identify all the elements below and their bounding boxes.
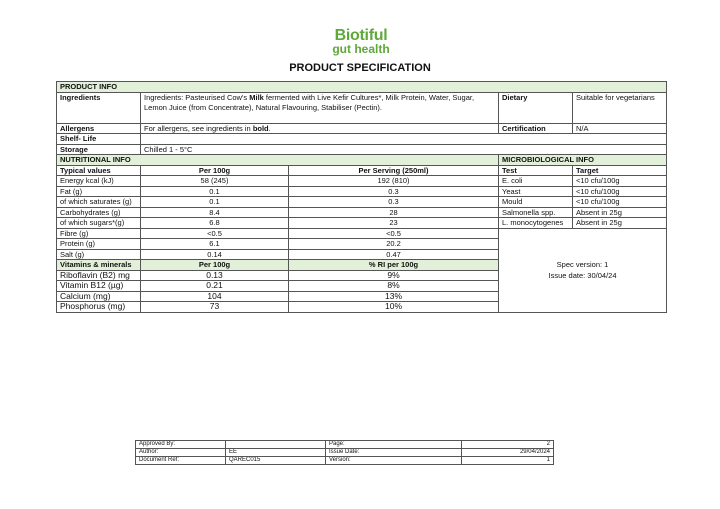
vitamin-per-100g: 0.13 [141,270,289,281]
micro-target: <10 cfu/100g [573,186,667,197]
micro-target: <10 cfu/100g [573,197,667,208]
nutrient-per-100g: 0.1 [141,186,289,197]
vitamin-name: Riboflavin (B2) mg [57,270,141,281]
vitamin-name: Vitamin B12 (µg) [57,281,141,292]
shelf-life-value [141,134,667,145]
vitamins-col-header: % RI per 100g [289,260,499,271]
micro-test: Salmonella spp. [499,207,573,218]
page-value: 2 [462,441,554,449]
vitamin-ri: 13% [289,291,499,302]
logo-line1: Biotiful [334,27,388,44]
nutrient-per-100g: 58 (245) [141,176,289,187]
approved-by-value [226,441,326,449]
micro-target: Absent in 25g [573,207,667,218]
certification-value: N/A [573,123,667,134]
nutrient-per-serving: 192 (810) [289,176,499,187]
micro-target: <10 cfu/100g [573,176,667,187]
spec-version-box [499,228,667,312]
ingredients-label: Ingredients [57,92,141,123]
nutrition-col-header: Typical values [57,165,141,176]
vitamin-per-100g: 73 [141,302,289,313]
nutrition-col-header: Per 100g [141,165,289,176]
vitamin-name: Phosphorus (mg) [57,302,141,313]
dietary-label: Dietary [499,92,573,123]
spec-issue-date: Issue date: 30/04/24 [548,271,617,280]
vitamins-col-header: Vitamins & minerals [57,260,141,271]
nutrient-name: Fibre (g) [57,228,141,239]
nutrient-per-serving: 0.47 [289,249,499,260]
vitamins-col-header: Per 100g [141,260,289,271]
micro-target: Absent in 25g [573,218,667,229]
nutrient-per-serving: 20.2 [289,239,499,250]
micro-test: L. monocytogenes [499,218,573,229]
certification-label: Certification [499,123,573,134]
micro-test: Yeast [499,186,573,197]
nutrient-name: Salt (g) [57,249,141,260]
author-label: Author: [136,449,226,457]
nutrient-name: Protein (g) [57,239,141,250]
vitamin-per-100g: 0.21 [141,281,289,292]
nutrient-name: Carbohydrates (g) [57,207,141,218]
page-label: Page: [326,441,462,449]
nutrient-per-100g: 0.1 [141,197,289,208]
nutrient-per-100g: 0.14 [141,249,289,260]
storage-value: Chilled 1 - 5°C [141,144,667,155]
nutrient-per-100g: <0.5 [141,228,289,239]
micro-test: Mould [499,197,573,208]
vitamin-per-100g: 104 [141,291,289,302]
brand-logo [329,28,393,55]
approved-by-label: Approved By: [136,441,226,449]
nutrient-per-serving: <0.5 [289,228,499,239]
micro-col-header: Test [499,165,573,176]
version-label: Version: [326,457,462,465]
nutrition-heading: NUTRITIONAL INFO [57,155,499,166]
vitamin-name: Calcium (mg) [57,291,141,302]
author-value: EE [226,449,326,457]
nutrition-col-header: Per Serving (250ml) [289,165,499,176]
doc-ref-value: QAREC015 [226,457,326,465]
micro-heading: MICROBIOLOGICAL INFO [499,155,667,166]
vitamin-ri: 10% [289,302,499,313]
nutrient-per-serving: 0.3 [289,197,499,208]
dietary-value: Suitable for vegetarians [573,92,667,123]
doc-ref-label: Document Ref: [136,457,226,465]
nutrient-per-100g: 6.1 [141,239,289,250]
nutrient-per-serving: 0.3 [289,186,499,197]
nutrient-name: Energy kcal (kJ) [57,176,141,187]
version-value: 1 [462,457,554,465]
allergens-value: For allergens, see ingredients in bold. [141,123,499,134]
shelf-life-label: Shelf- Life [57,134,141,145]
nutrient-per-serving: 28 [289,207,499,218]
issue-date-value: 29/04/2024 [462,449,554,457]
vitamin-ri: 8% [289,281,499,292]
spec-table [56,81,667,313]
nutrient-name: of which saturates (g) [57,197,141,208]
nutrient-name: Fat (g) [57,186,141,197]
logo-line2: gut health [332,42,390,56]
micro-test: E. coli [499,176,573,187]
nutrient-per-100g: 6.8 [141,218,289,229]
ingredients-value: Ingredients: Pasteurised Cow's Milk fermented with Live Kefir Cultures*, Milk Protein, Water, Sugar, Lemon Juice (from Concentrate), Natural Flavouring, Stabiliser (Pectin). [141,92,499,123]
spec-version: Spec version: 1 [556,260,609,269]
nutrient-name: of which sugars*(g) [57,218,141,229]
nutrient-per-100g: 8.4 [141,207,289,218]
product-info-heading: PRODUCT INFO [57,82,667,93]
issue-date-label: Issue Date: [326,449,462,457]
document-footer [135,440,554,465]
nutrient-per-serving: 23 [289,218,499,229]
page-title: PRODUCT SPECIFICATION [289,62,431,74]
allergens-label: Allergens [57,123,141,134]
micro-col-header: Target [573,165,667,176]
vitamin-ri: 9% [289,270,499,281]
storage-label: Storage [57,144,141,155]
